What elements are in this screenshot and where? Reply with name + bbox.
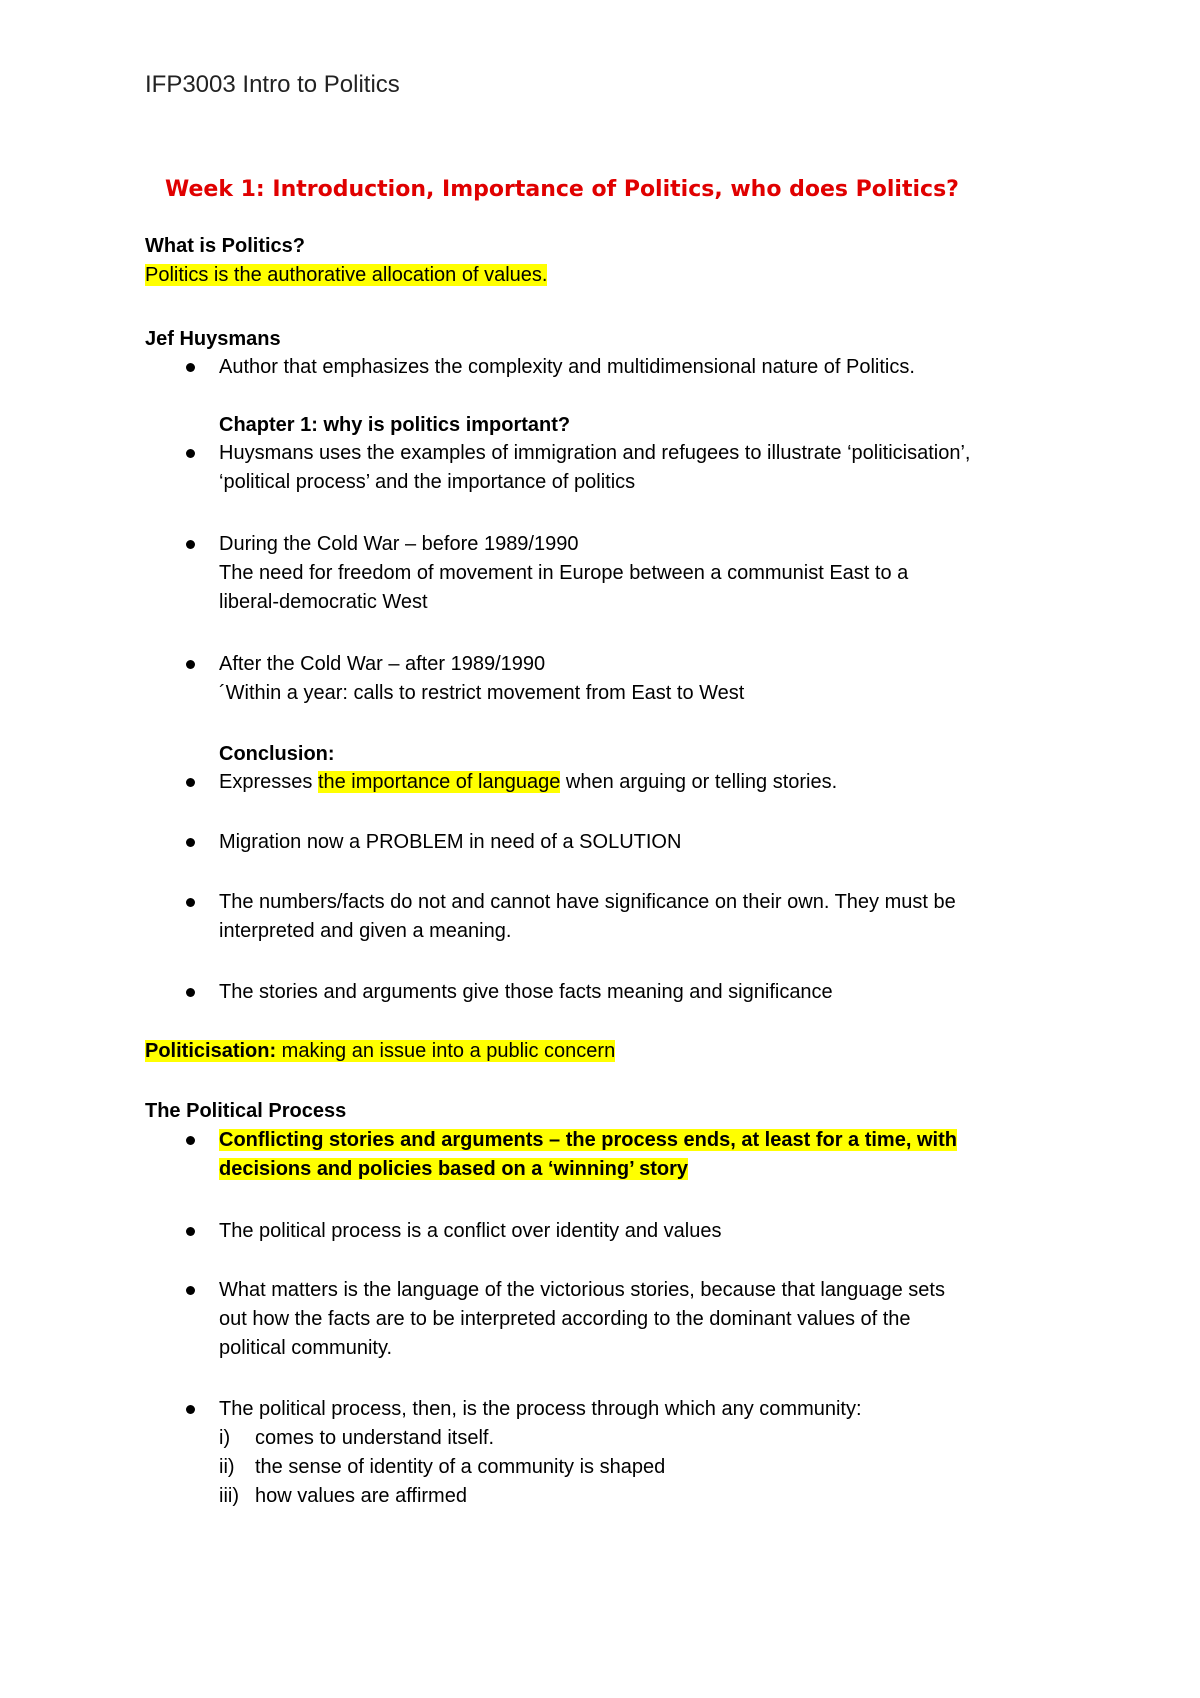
process-bullet-1-line-1-text: Conflicting stories and arguments – the process ends, at least for a time, with — [219, 1129, 957, 1151]
bullet-icon — [186, 363, 195, 372]
process-bullet-1-line-2 — [219, 1155, 688, 1184]
bullet-icon — [186, 1405, 195, 1414]
bullet-icon — [186, 1227, 195, 1236]
process-bullet-3-line-2: out how the facts are to be interpreted according to the dominant values of the — [219, 1308, 911, 1330]
huysmans-bullet-2-line-1: Huysmans uses the examples of immigration and refugees to illustrate ‘politicisation’, — [219, 442, 971, 464]
roman-numeral: iii) — [219, 1485, 239, 1507]
list-item — [219, 1424, 494, 1453]
conclusion-bullet-1-pre: Expresses — [219, 771, 318, 793]
sub-item-text: comes to understand itself. — [255, 1427, 495, 1449]
sub-item-text: how values are affirmed — [255, 1485, 467, 1507]
politicisation-term: Politicisation: — [145, 1040, 277, 1062]
conclusion-bullet-1-post: when arguing or telling stories. — [560, 771, 838, 793]
cold-war-before-line-2: The need for freedom of movement in Europe between a communist East to a — [219, 562, 909, 584]
process-bullet-3-line-3: political community. — [219, 1337, 393, 1359]
page-header: IFP3003 Intro to Politics — [145, 71, 400, 98]
politicisation-definition — [145, 1037, 615, 1066]
politics-definition — [145, 261, 547, 290]
process-bullet-3-line-1: What matters is the language of the victorious stories, because that language sets — [219, 1279, 945, 1301]
bullet-icon — [186, 988, 195, 997]
conclusion-bullet-3-line-1: The numbers/facts do not and cannot have significance on their own. They must be — [219, 891, 956, 913]
page-title: Week 1: Introduction, Importance of Politics, who does Politics? — [165, 177, 959, 202]
bullet-icon — [186, 1286, 195, 1295]
bullet-icon — [186, 778, 195, 787]
what-is-politics-heading: What is Politics? — [145, 235, 306, 257]
process-bullet-2: The political process is a conflict over identity and values — [219, 1220, 722, 1242]
jef-huysmans-heading: Jef Huysmans — [145, 328, 281, 350]
process-bullet-4: The political process, then, is the process through which any community: — [219, 1398, 862, 1420]
list-item — [219, 1453, 665, 1482]
list-item — [219, 1482, 467, 1511]
bullet-icon — [186, 838, 195, 847]
roman-numeral: ii) — [219, 1456, 235, 1478]
highlighted-definition: Politics is the authorative allocation of values. — [145, 264, 548, 286]
bullet-icon — [186, 540, 195, 549]
bullet-icon — [186, 660, 195, 669]
sub-item-text: the sense of identity of a community is shaped — [255, 1456, 666, 1478]
process-bullet-1-line-2-text: decisions and policies based on a ‘winning’ story — [219, 1158, 688, 1180]
politicisation-def: making an issue into a public concern — [276, 1040, 616, 1062]
cold-war-after-line-1: After the Cold War – after 1989/1990 — [219, 653, 546, 675]
importance-of-language-highlight: the importance of language — [317, 771, 561, 793]
huysmans-bullet-1: Author that emphasizes the complexity and multidimensional nature of Politics. — [219, 356, 915, 378]
political-process-heading: The Political Process — [145, 1100, 347, 1122]
cold-war-before-line-3: liberal-democratic West — [219, 591, 428, 613]
roman-numeral: i) — [219, 1427, 231, 1449]
cold-war-after-line-2: ´Within a year: calls to restrict movement from East to West — [219, 682, 745, 704]
bullet-icon — [186, 449, 195, 458]
conclusion-bullet-3-line-2: interpreted and given a meaning. — [219, 920, 512, 942]
conclusion-heading: Conclusion: — [219, 743, 335, 765]
bullet-icon — [186, 1136, 195, 1145]
conclusion-bullet-4: The stories and arguments give those facts meaning and significance — [219, 981, 833, 1003]
process-bullet-1-line-1 — [219, 1126, 957, 1155]
cold-war-before-line-1: During the Cold War – before 1989/1990 — [219, 533, 579, 555]
chapter-1-heading: Chapter 1: why is politics important? — [219, 414, 571, 436]
conclusion-bullet-1 — [219, 768, 837, 797]
bullet-icon — [186, 898, 195, 907]
huysmans-bullet-2-line-2: ‘political process’ and the importance of politics — [219, 471, 636, 493]
conclusion-bullet-2: Migration now a PROBLEM in need of a SOLUTION — [219, 831, 682, 853]
